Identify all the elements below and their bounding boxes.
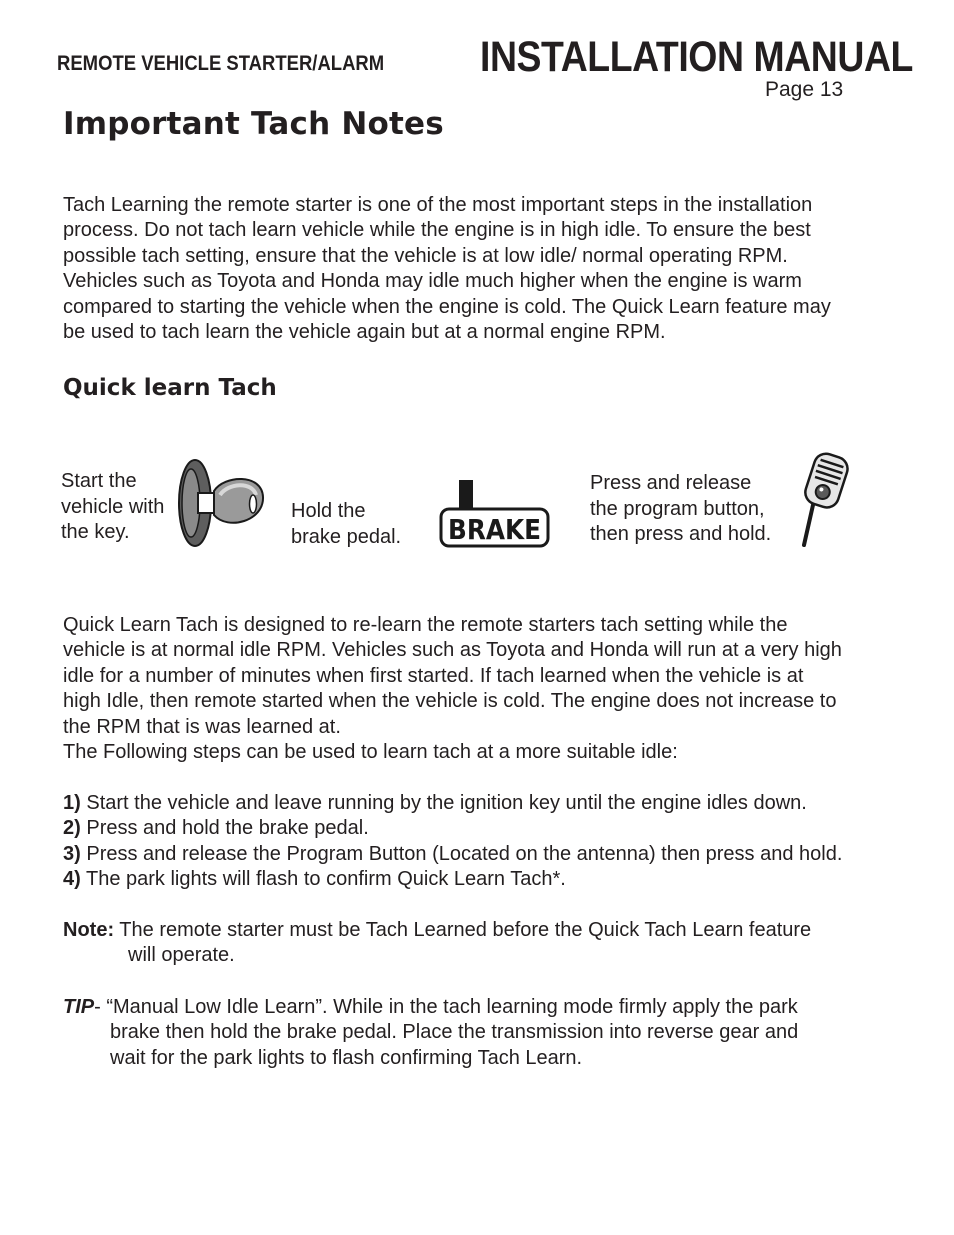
step-text: Press and release the Program Button (Located on the antenna) then press and hold.: [80, 842, 843, 865]
program-caption-line: then press and hold.: [590, 523, 772, 545]
step-number: 4): [63, 868, 81, 891]
brake-label: BRAKE: [448, 513, 541, 546]
body-paragraph: [63, 613, 913, 765]
subsection-title: Quick learn Tach: [63, 375, 277, 401]
brake-pedal-icon: [438, 478, 552, 550]
tip-text: wait for the park lights to flash confirming Tach Learn.: [110, 1046, 583, 1069]
step-number: 3): [63, 842, 81, 865]
program-caption-line: the program button,: [590, 497, 765, 520]
intro-line: Tach Learning the remote starter is one of the most important steps in the installation: [63, 194, 813, 216]
body-line: idle for a number of minutes when first started. If tach learned when the vehicle is at: [63, 664, 804, 687]
ignition-key-icon: [176, 455, 268, 551]
step-text: Press and hold the brake pedal.: [80, 817, 369, 840]
tip-text: brake then hold the brake pedal. Place the transmission into reverse gear and: [110, 1021, 799, 1044]
antenna-program-button-icon: [798, 449, 854, 549]
key-caption-line: vehicle with: [61, 495, 165, 518]
step-item: [63, 867, 913, 892]
step-item: [63, 842, 913, 867]
step-text: Start the vehicle and leave running by the ignition key until the engine idles down.: [80, 792, 807, 814]
step-text: The park lights will flash to confirm Quick Learn Tach*.: [80, 868, 566, 891]
step-item: [63, 791, 913, 816]
note-block: [63, 918, 913, 969]
page-number: Page 13: [765, 78, 844, 101]
body-line: the RPM that is was learned at.: [63, 715, 341, 738]
key-caption: [61, 469, 164, 546]
tip-label: TIP: [63, 996, 95, 1018]
body-line: high Idle, then remote started when the vehicle is cold. The engine does not increase to: [63, 690, 837, 713]
steps-list: [63, 791, 913, 893]
intro-line: Vehicles such as Toyota and Honda may idle much higher when the engine is warm: [63, 270, 802, 293]
body-line: Quick Learn Tach is designed to re-learn the remote starters tach setting while the: [63, 614, 788, 636]
header-title: INSTALLATION MANUAL: [480, 33, 913, 81]
body-line: The Following steps can be used to learn tach at a more suitable idle:: [63, 741, 678, 764]
brake-caption-line: Hold the: [291, 500, 366, 522]
note-label: Note:: [63, 919, 115, 941]
intro-paragraph: [63, 193, 913, 345]
brake-caption: [291, 499, 401, 550]
step-number: 1): [63, 792, 81, 814]
intro-line: possible tach setting, ensure that the vehicle is at low idle/ normal operating RPM.: [63, 244, 788, 267]
intro-line: be used to tach learn the vehicle again but at a normal engine RPM.: [63, 321, 666, 344]
tip-block: [63, 995, 913, 1071]
intro-line: compared to starting the vehicle when the engine is cold. The Quick Learn feature may: [63, 295, 831, 318]
brake-caption-line: brake pedal.: [291, 525, 402, 548]
intro-line: process. Do not tach learn vehicle while the engine is in high idle. To ensure the best: [63, 219, 811, 242]
tip-text: - “Manual Low Idle Learn”. While in the tach learning mode firmly apply the park: [94, 996, 798, 1018]
key-caption-line: the key.: [61, 521, 130, 543]
note-text: will operate.: [128, 944, 235, 967]
step-item: [63, 816, 913, 841]
note-text: The remote starter must be Tach Learned before the Quick Tach Learn feature: [114, 919, 812, 941]
program-caption-line: Press and release: [590, 472, 752, 494]
body-line: vehicle is at normal idle RPM. Vehicles such as Toyota and Honda will run at a very high: [63, 639, 842, 662]
step-number: 2): [63, 817, 81, 840]
key-caption-line: Start the: [61, 470, 137, 492]
program-caption: [590, 471, 771, 548]
header-product: REMOTE VEHICLE STARTER/ALARM: [57, 52, 385, 75]
section-title: Important Tach Notes: [63, 106, 444, 142]
